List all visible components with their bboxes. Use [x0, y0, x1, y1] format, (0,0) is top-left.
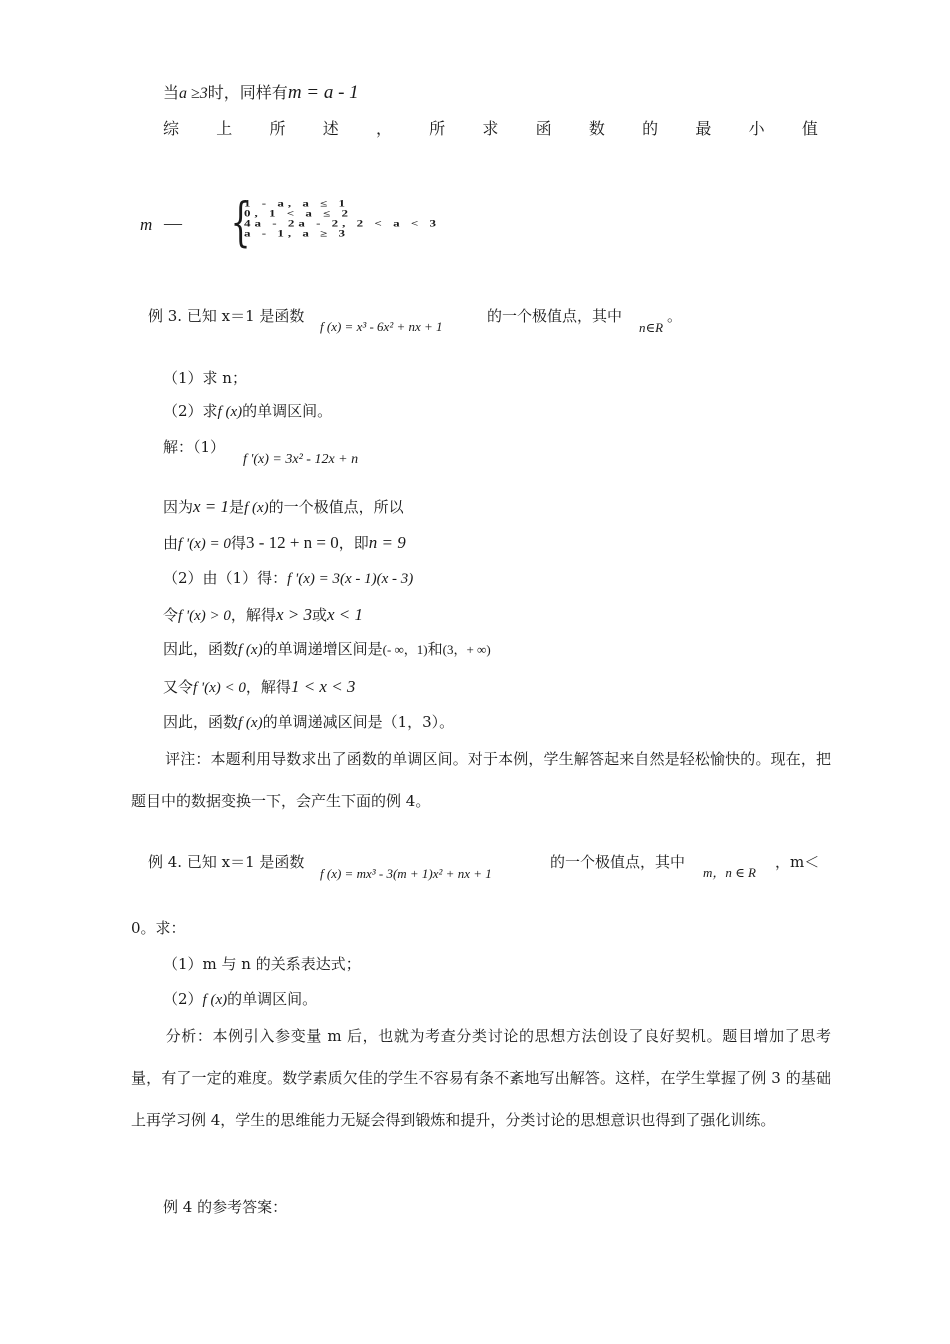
- solution-step: 又令f '(x) < 0，解得1 < x < 3: [163, 677, 356, 696]
- example-4-answer-label: 例 4 的参考答案：: [163, 1198, 288, 1216]
- period: 。: [667, 307, 683, 325]
- example-4-function: f (x) = mx³ - 3(m + 1)x² + nx + 1: [320, 866, 492, 881]
- case-row: 1 - a, a ≤ 1: [244, 198, 349, 209]
- example-3-function: f (x) = x³ - 6x² + nx + 1: [320, 319, 443, 334]
- comment-paragraph: 评注：本题利用导数求出了函数的单调区间。对于本例，学生解答起来自然是轻松愉快的。现在，把题目中的数据变换一下，会产生下面的例 4。: [131, 750, 831, 810]
- summary-line: 综 上 所 述 ， 所 求 函 数 的 最 小 值: [163, 119, 818, 138]
- math-inline: a ≥3: [179, 85, 208, 102]
- brace-icon: {: [230, 193, 251, 253]
- solution-label: 解：（1）: [163, 438, 226, 456]
- example-4-question-2: （2）f (x)的单调区间。: [163, 990, 318, 1008]
- example-4-question-1: （1）m 与 n 的关系表达式；: [163, 955, 361, 973]
- example-3-tail: 的一个极值点，其中: [487, 307, 623, 325]
- math-inline: m = a - 1: [287, 82, 359, 103]
- piecewise-formula: [140, 195, 610, 255]
- piecewise-lhs: m: [140, 215, 153, 234]
- example-4-condition: ，m＜: [775, 853, 820, 871]
- derivative-formula: f '(x) = 3x² - 12x + n: [243, 452, 359, 467]
- example-4-domain: m，n ∈ R: [703, 865, 756, 880]
- solution-step: 由f '(x) = 0得3 - 12 + n = 0，即n = 9: [163, 533, 406, 552]
- example-4-line2: 0。求：: [131, 919, 186, 937]
- case-row: 4a - 2a - 2, 2 < a < 3: [244, 218, 440, 229]
- example-3-question-2: （2）求f (x)的单调区间。: [163, 402, 333, 420]
- text-line: 当a ≥3时，同样有m = a - 1: [163, 82, 359, 103]
- solution-step: 令f '(x) > 0，解得x > 3或x < 1: [163, 605, 364, 624]
- equals-sign: —: [164, 213, 182, 233]
- example-3-domain: n∈R: [639, 320, 664, 335]
- example-4-tail: 的一个极值点，其中: [550, 853, 686, 871]
- solution-step: 因为x = 1是f (x)的一个极值点，所以: [163, 497, 404, 516]
- example-3-lead: 例 3. 已知 x＝1 是函数: [148, 307, 305, 325]
- piecewise-cases: [244, 199, 604, 251]
- example-4-lead: 例 4. 已知 x＝1 是函数: [148, 853, 305, 871]
- solution-step: 因此，函数f (x)的单调递减区间是（1，3）。: [163, 713, 455, 731]
- case-row: 0, 1 < a ≤ 2: [244, 208, 353, 219]
- example-3-question-1: （1）求 n；: [163, 369, 247, 387]
- solution-step: （2）由（1）得：f '(x) = 3(x - 1)(x - 3): [163, 569, 414, 587]
- solution-step: 因此，函数f (x)的单调递增区间是(- ∞，1)和(3，+ ∞): [163, 640, 491, 658]
- case-row: a - 1, a ≥ 3: [244, 228, 349, 239]
- analysis-paragraph: 分析：本例引入参变量 m 后，也就为考查分类讨论的思想方法创设了良好契机。题目增加了思考量，有了一定的难度。数学素质欠佳的学生不容易有条不紊地写出解答。这样，在学生掌握了例 3 的基础上再学习例 4，学生的思维能力无疑会得到锻炼和提升，分类讨论的思想意识也得到了强化训练。: [131, 1027, 831, 1129]
